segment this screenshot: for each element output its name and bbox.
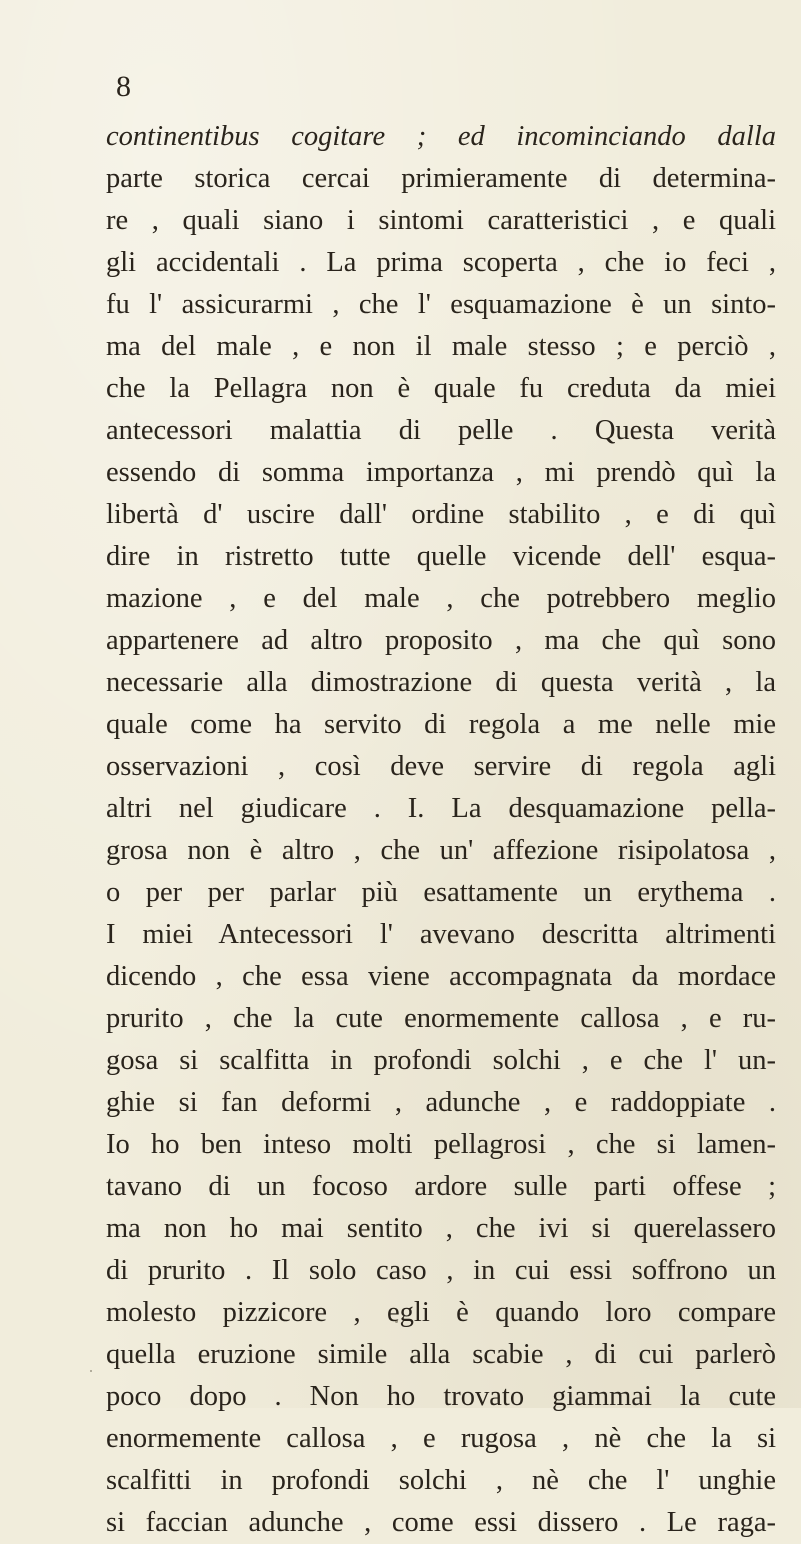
text-line: fu l' assicurarmi , che l' esquamazione è un sinto- xyxy=(106,289,776,320)
text-line: dire in ristretto tutte quelle vicende dell' esqua- xyxy=(106,541,776,572)
text-line: ghie si fan deformi , adunche , e raddoppiate . xyxy=(106,1087,776,1118)
body-text xyxy=(106,116,776,1544)
text-line: gli accidentali . La prima scoperta , che io feci , xyxy=(106,247,776,278)
text-line: molesto pizzicore , egli è quando loro compare xyxy=(106,1297,776,1328)
text-line: I miei Antecessori l' avevano descritta altrimenti xyxy=(106,919,776,950)
text-line: continentibus cogitare ; ed incominciando dalla xyxy=(106,121,776,152)
text-line: re , quali siano i sintomi caratteristici , e quali xyxy=(106,205,776,236)
text-line: ma non ho mai sentito , che ivi si querelassero xyxy=(106,1213,776,1244)
text-line: dicendo , che essa viene accompagnata da mordace xyxy=(106,961,776,992)
paper-speck xyxy=(520,560,522,562)
text-line: quella eruzione simile alla scabie , di cui parlerò xyxy=(106,1339,776,1370)
text-line: scalfitti in profondi solchi , nè che l' unghie xyxy=(106,1465,776,1496)
text-line: osservazioni , così deve servire di regola agli xyxy=(106,751,776,782)
text-line: antecessori malattia di pelle . Questa verità xyxy=(106,415,776,446)
text-line: essendo di somma importanza , mi prendò quì la xyxy=(106,457,776,488)
text-line: altri nel giudicare . I. La desquamazione pella- xyxy=(106,793,776,824)
text-line: che la Pellagra non è quale fu creduta da miei xyxy=(106,373,776,404)
page-number: 8 xyxy=(116,70,131,103)
text-line: Io ho ben inteso molti pellagrosi , che si lamen- xyxy=(106,1129,776,1160)
text-line: necessarie alla dimostrazione di questa verità , la xyxy=(106,667,776,698)
text-line: prurito , che la cute enormemente callosa , e ru- xyxy=(106,1003,776,1034)
text-line: ma del male , e non il male stesso ; e perciò , xyxy=(106,331,776,362)
paper-speck xyxy=(90,1370,92,1372)
text-line: tavano di un focoso ardore sulle parti offese ; xyxy=(106,1171,776,1202)
text-line: poco dopo . Non ho trovato giammai la cute xyxy=(106,1381,776,1412)
text-line: mazione , e del male , che potrebbero meglio xyxy=(106,583,776,614)
text-line: enormemente callosa , e rugosa , nè che la si xyxy=(106,1423,776,1454)
text-line: quale come ha servito di regola a me nelle mie xyxy=(106,709,776,740)
text-line: gosa si scalfitta in profondi solchi , e che l' un- xyxy=(106,1045,776,1076)
text-line: di prurito . Il solo caso , in cui essi soffrono un xyxy=(106,1255,776,1286)
text-line: grosa non è altro , che un' affezione risipolatosa , xyxy=(106,835,776,866)
paper-speck xyxy=(395,1320,398,1323)
text-line: libertà d' uscire dall' ordine stabilito , e di quì xyxy=(106,499,776,530)
text-line: appartenere ad altro proposito , ma che quì sono xyxy=(106,625,776,656)
text-line: o per per parlar più esattamente un erythema . xyxy=(106,877,776,908)
text-line: parte storica cercai primieramente di determina- xyxy=(106,163,776,194)
text-line: si faccian adunche , come essi dissero . Le raga- xyxy=(106,1507,776,1538)
